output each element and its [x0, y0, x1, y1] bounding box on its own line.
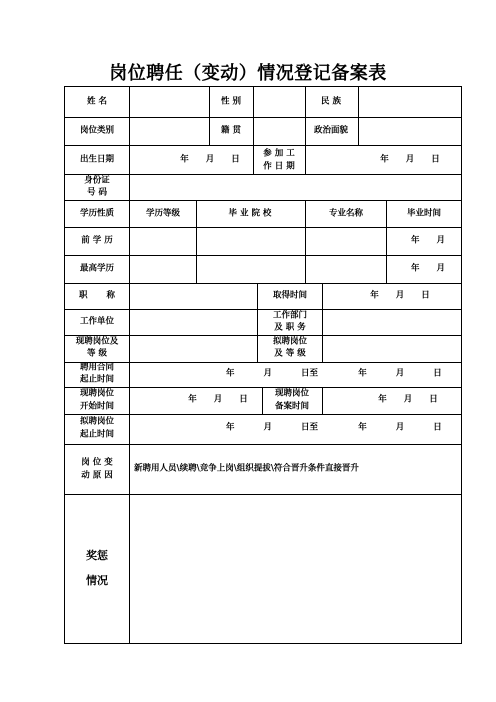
rewards-label-line2: 情况: [86, 574, 108, 587]
highest-education-label: 最高学历: [79, 263, 115, 274]
native-place-label: 籍 贯: [221, 125, 241, 136]
work-dept-label-line2: 及 职 务: [274, 322, 306, 333]
id-card-label-line2: 号 码: [87, 187, 107, 198]
previous-education-date: 年 月: [411, 235, 445, 246]
row-divider: [64, 283, 462, 284]
current-record-label-line2: 备案时间: [274, 401, 310, 412]
current-post-label-line1: 现聘岗位及: [75, 336, 119, 347]
planned-time-label-line2: 起止时间: [79, 429, 115, 440]
contract-from-value: 年 月 日至: [226, 368, 318, 379]
current-record-label-line1: 现聘岗位: [274, 388, 310, 399]
row-divider: [64, 145, 462, 146]
cell-divider: [305, 145, 306, 174]
planned-from-value: 年 月 日至: [226, 422, 318, 433]
row-divider: [64, 174, 462, 175]
gender-label: 性 别: [221, 96, 241, 107]
current-record-value: 年 月 日: [378, 394, 438, 405]
highest-education-date: 年 月: [411, 263, 445, 274]
row-divider: [64, 255, 462, 256]
planned-post-label-line1: 拟聘岗位: [272, 336, 308, 347]
obtain-time-label: 取得时间: [272, 290, 308, 301]
planned-time-label-line1: 拟聘岗位: [79, 416, 115, 427]
row-divider: [64, 387, 462, 388]
birth-date-label: 出生日期: [79, 154, 115, 165]
cell-divider: [257, 283, 258, 362]
contract-to-value: 年 月 日: [358, 368, 442, 379]
work-dept-label-line1: 工作部门: [272, 310, 308, 321]
contract-label-line2: 起止时间: [79, 374, 115, 385]
row-divider: [64, 414, 462, 415]
cell-divider: [209, 86, 210, 145]
graduate-school-header: 毕 业 院 校: [228, 208, 272, 219]
cell-divider: [253, 86, 254, 145]
work-start-label-line2: 作 日 期: [263, 161, 295, 172]
cell-divider: [358, 86, 359, 145]
professional-title-label: 职 称: [79, 290, 115, 301]
contract-label-line1: 聘用合同: [79, 362, 115, 373]
row-divider: [64, 309, 462, 310]
cell-divider: [322, 283, 323, 362]
current-start-value: 年 月 日: [188, 394, 248, 405]
political-status-label: 政治面貌: [313, 125, 349, 136]
row-divider: [64, 362, 462, 363]
row-divider: [64, 494, 462, 495]
education-nature-label: 学历性质: [79, 208, 115, 219]
work-unit-label: 工作单位: [79, 316, 115, 327]
change-reason-options: 新聘用人员\续聘\竞争上岗\组织提拔\符合晋升条件直接晋升: [134, 463, 359, 474]
cell-divider: [305, 86, 306, 145]
row-divider: [64, 335, 462, 336]
birth-date-value: 年 月 日: [180, 154, 240, 165]
cell-divider: [305, 200, 306, 283]
change-reason-label-line1: 岗 位 变: [81, 457, 113, 468]
previous-education-label: 前 学 历: [81, 235, 113, 246]
planned-to-value: 年 月 日: [358, 422, 442, 433]
cell-divider: [322, 387, 323, 414]
cell-divider: [196, 200, 197, 283]
cell-divider: [386, 200, 387, 283]
cell-divider: [253, 145, 254, 174]
id-card-label-line1: 身份证: [84, 175, 110, 186]
post-category-label: 岗位类别: [79, 125, 115, 136]
work-start-label-line1: 参 加 工: [263, 148, 295, 159]
label-column-divider: [129, 86, 130, 644]
graduation-time-header: 毕业时间: [406, 208, 442, 219]
ethnicity-label: 民 族: [321, 96, 341, 107]
planned-post-label-line2: 及 等 级: [274, 348, 306, 359]
row-divider: [64, 117, 462, 118]
major-name-header: 专业名称: [328, 208, 364, 219]
change-reason-label-line2: 动 原 因: [81, 470, 113, 481]
current-start-label-line2: 开始时间: [79, 401, 115, 412]
cell-divider: [262, 387, 263, 414]
obtain-time-value: 年 月 日: [370, 290, 430, 301]
name-label: 姓 名: [87, 96, 107, 107]
current-start-label-line1: 现聘岗位: [79, 388, 115, 399]
row-divider: [64, 227, 462, 228]
row-divider: [64, 444, 462, 445]
education-level-header: 学历等级: [145, 208, 181, 219]
current-post-label-line2: 等 级: [87, 348, 107, 359]
form-title: 岗位聘任（变动）情况登记备案表: [109, 63, 387, 84]
row-divider: [64, 200, 462, 201]
work-start-value: 年 月 日: [380, 154, 440, 165]
rewards-label-line1: 奖惩: [86, 549, 108, 562]
